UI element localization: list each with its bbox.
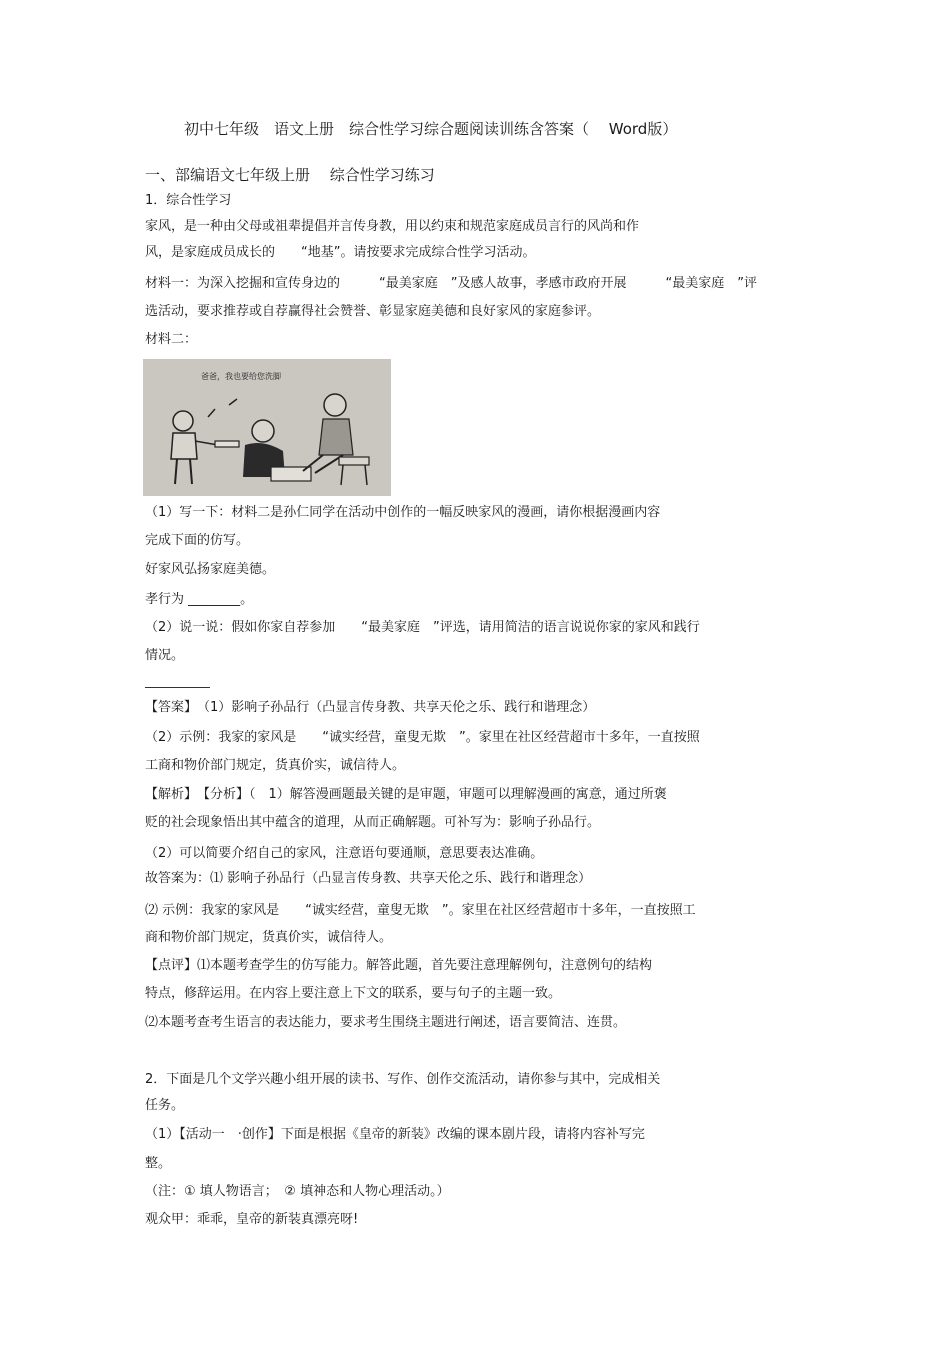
answer-line: 工商和物价部门规定，货真价实，诚信待人。	[145, 758, 406, 773]
cartoon-caption: 爸爸，我也要给您洗脚	[201, 372, 281, 381]
q1-number: 1．综合性学习	[145, 193, 232, 208]
q1-intro-line: 风，是家庭成员成长的 “地基”。请按要求完成综合性学习活动。	[145, 245, 536, 260]
family-cartoon-image	[143, 359, 391, 496]
final-answer-line: 故答案为：⑴ 影响子孙品行（凸显言传身教、共享天伦之乐、践行和谐理念）	[145, 871, 592, 886]
material1-line: 选活动，要求推荐或自荐赢得社会赞誉、彰显家庭美德和良好家风的家庭参评。	[145, 304, 601, 319]
task2-line: （2）说一说：假如你家自荐参加 “最美家庭 ”评选，请用简洁的语言说说你家的家风和践行	[145, 620, 700, 635]
fill-blank-line: 孝行为 ________。	[145, 592, 254, 607]
q2-line: （注：① 填人物语言； ② 填神态和人物心理活动。）	[145, 1184, 450, 1199]
material1-line: 材料一：为深入挖掘和宣传身边的 “最美家庭 ”及感人故事，孝感市政府开展 “最美家庭 ”评	[145, 276, 757, 291]
material2-label: 材料二：	[145, 332, 198, 347]
answer-line: 【答案】 （1）影响子孙品行（凸显言传身教、共享天伦之乐、践行和谐理念）	[145, 700, 596, 715]
q2-line: 2．下面是几个文学兴趣小组开展的读书、写作、创作交流活动，请你参与其中，完成相关	[145, 1072, 661, 1087]
document-title: 初中七年级 语文上册 综合性学习综合题阅读训练含答案（ Word版）	[184, 120, 678, 138]
final-answer-line: ⑵ 示例：我家的家风是 “诚实经营，童叟无欺 ”。家里在社区经营超市十多年，一直按照工	[145, 903, 696, 918]
comment-line: ⑵本题考查考生语言的表达能力，要求考生围绕主题进行阐述，语言要简洁、连贯。	[145, 1015, 627, 1030]
q2-line: 观众甲：乖乖，皇帝的新装真漂亮呀!	[145, 1212, 359, 1227]
analysis-line: （2）可以简要介绍自己的家风，注意语句要通顺，意思要表达准确。	[145, 846, 544, 861]
q2-line: 整。	[145, 1156, 172, 1171]
section-heading: 一、部编语文七年级上册 综合性学习练习	[145, 166, 435, 184]
answer-rule	[145, 687, 210, 688]
comment-line: 【点评】⑴本题考查学生的仿写能力。解答此题，首先要注意理解例句，注意例句的结构	[145, 958, 653, 973]
comment-line: 特点，修辞运用。在内容上要注意上下文的联系，要与句子的主题一致。	[145, 986, 562, 1001]
analysis-line: 贬的社会现象悟出其中蕴含的道理，从而正确解题。可补写为：影响子孙品行。	[145, 815, 601, 830]
task1-line: 完成下面的仿写。	[145, 533, 250, 548]
task2-line: 情况。	[145, 648, 185, 663]
q2-line: 任务。	[145, 1098, 185, 1113]
q2-line: （1）【活动一 ·创作】下面是根据《皇帝的新装》改编的课本剧片段，请将内容补写完	[145, 1127, 645, 1142]
example-sentence: 好家风弘扬家庭美德。	[145, 562, 276, 577]
analysis-line: 【解析】 【分析】（ 1）解答漫画题最关键的是审题，审题可以理解漫画的寓意，通过所褒	[145, 787, 667, 802]
task1-line: （1）写一下：材料二是孙仁同学在活动中创作的一幅反映家风的漫画，请你根据漫画内容	[145, 505, 661, 520]
q1-intro-line: 家风，是一种由父母或祖辈提倡并言传身教，用以约束和规范家庭成员言行的风尚和作	[145, 219, 640, 234]
final-answer-line: 商和物价部门规定，货真价实，诚信待人。	[145, 930, 393, 945]
answer-line: （2）示例：我家的家风是 “诚实经营，童叟无欺 ”。家里在社区经营超市十多年，一直按照	[145, 730, 700, 745]
